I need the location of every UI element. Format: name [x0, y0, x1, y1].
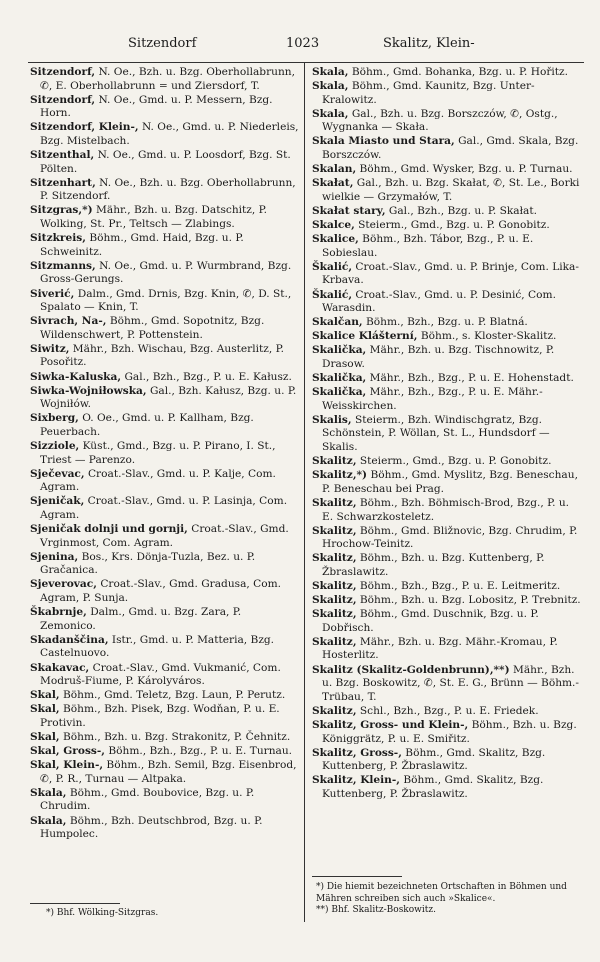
footnote-right-1: *) Die hiemit bezeichneten Ortschaften in Böhmen und Mähren schreiben sich auch »Skalice«. — [316, 882, 567, 904]
gazetteer-entry — [30, 578, 300, 605]
entry-headword: Skal, — [30, 731, 60, 743]
entry-description: Böhm., Gmd. Teletz, Bzg. Laun, P. Perutz. — [62, 689, 286, 702]
column-divider — [304, 62, 305, 922]
gazetteer-entry — [30, 495, 300, 522]
entry-description: Croat.-Slav., Gmd. u. P. Lasinja, Com. Agram. — [40, 495, 288, 521]
entry-headword: Sitzenhart, — [30, 176, 96, 189]
entry-description: Böhm., Bzh. Tábor, Bzg., P. u. E. Sobieslau. — [322, 233, 534, 259]
entry-description: Böhm., Gmd. Duschnik, Bzg. u. P. Dobřisch. — [322, 608, 539, 634]
entry-headword: Škabrnje, — [30, 606, 87, 619]
entry-description: Böhm., Gmd. Myslitz, Bzg. Beneschau, P. Beneschau bei Prag. — [322, 469, 578, 495]
entry-headword: Skalčan, — [312, 316, 363, 329]
entry-description: Steierm., Gmd., Bzg. u. P. Gonobitz. — [358, 219, 550, 232]
gazetteer-entry — [312, 719, 582, 746]
header-rule — [28, 62, 584, 63]
entry-description: Böhm., Bzh. u. Bzg. Kuttenberg, P. Žbraslawitz. — [322, 552, 545, 578]
entry-headword: Škalić, — [312, 288, 353, 301]
entry-description: Böhm., s. Kloster-Skalitz. — [420, 330, 557, 343]
entry-description: Böhm., Gmd. Skalitz, Bzg. Kuttenberg, P. Žbraslawitz. — [322, 774, 544, 800]
entry-description: Böhm., Bzh. u. Bzg. Königgrätz, P. u. E. Smiřitz. — [322, 718, 577, 745]
header-right-catchword: Skalitz, Klein- — [383, 36, 475, 51]
gazetteer-entry — [312, 386, 582, 413]
entry-headword: Siwka-Kaluska, — [30, 370, 122, 383]
gazetteer-entry — [312, 163, 582, 177]
entry-headword: Skalitz, — [312, 608, 357, 621]
footnote-left: *) Bhf. Wölking-Sitzgras. — [46, 908, 159, 918]
entry-description: Böhm., Bzh. Böhmisch-Brod, Bzg., P. u. E. Schwarzkosteletz. — [322, 496, 570, 523]
entry-headword: Sitzgras,*) — [30, 204, 93, 217]
entry-description: Böhm., Bzh. Pisek, Bzg. Wodňan, P. u. E. Protivin. — [40, 703, 280, 729]
entry-description: Böhm., Gmd. Sopotnitz, Bzg. Wildenschwert, P. Pottenstein. — [40, 315, 265, 341]
entry-description: Böhm., Gmd. Wysker, Bzg. u. P. Turnau. — [359, 163, 573, 176]
gazetteer-entry — [30, 523, 300, 550]
entry-headword: Skalička, — [312, 372, 367, 385]
footnote-rule-right — [312, 876, 402, 877]
entry-headword: Skalitz, — [312, 635, 357, 648]
entry-headword: Skala, — [30, 786, 67, 799]
entry-headword: Skalitz, Klein-, — [312, 774, 400, 787]
entry-headword: Skalička, — [312, 386, 367, 399]
entry-description: Mähr., Bzh., Bzg., P. u. E. Hohenstadt. — [369, 372, 574, 385]
entry-headword: Skalitz, — [312, 579, 357, 592]
header-left-catchword: Sitzendorf — [128, 36, 197, 51]
entry-description: Böhm., Gmd. Kaunitz, Bzg. Unter-Kralowitz. — [322, 80, 535, 106]
entry-description: Böhm., Gmd. Bližnovic, Bzg. Chrudim, P. Hrochow-Teinitz. — [322, 524, 578, 551]
gazetteer-entry — [312, 705, 582, 719]
entry-headword: Skalitz, — [312, 594, 357, 607]
entry-description: Croat.-Slav., Gmd. Vrginmost, Com. Agram. — [40, 523, 289, 549]
entry-description: Gal., Bzh. u. Bzg. Borszczów, ✆, Ostg., Wygnanka — Skała. — [322, 107, 558, 134]
entry-headword: Skalitz, Gross-, — [312, 746, 402, 759]
gazetteer-entry — [312, 455, 582, 469]
entry-headword: Sitzendorf, — [30, 93, 96, 106]
entry-headword: Skałat, — [312, 177, 354, 190]
entry-headword: Skalitz, — [312, 552, 357, 565]
entry-headword: Skal, — [30, 703, 60, 716]
entry-description: Schl., Bzh., Bzg., P. u. E. Friedek. — [359, 704, 539, 717]
entry-headword: Skałat stary, — [312, 204, 386, 217]
entry-description: O. Oe., Gmd. u. P. Kallham, Bzg. Peuerbach. — [40, 412, 254, 438]
entry-description: Mähr., Bzh. u. Bzg. Datschitz, P. Wolking, St. Pr., Teltsch — Zlabings. — [40, 204, 267, 231]
entry-description: Mähr., Bzh. Wischau, Bzg. Austerlitz, P. Posořitz. — [40, 342, 284, 369]
entry-headword: Sitzkreis, — [30, 232, 86, 245]
entry-description: Mähr., Bzh. u. Bzg. Mähr.-Kromau, P. Hosterlitz. — [322, 635, 558, 662]
gazetteer-entry — [312, 108, 582, 135]
entry-description: Gal., Bzh., Bzg. u. P. Skałat. — [388, 204, 537, 217]
entry-headword: Skala, — [312, 80, 349, 93]
gazetteer-entry — [312, 330, 582, 344]
gazetteer-entry — [30, 551, 300, 578]
gazetteer-entry — [30, 745, 300, 759]
entry-description: Böhm., Gmd. Haid, Bzg. u. P. Schweinitz. — [40, 232, 244, 258]
gazetteer-entry — [30, 662, 300, 689]
gazetteer-entry — [312, 552, 582, 579]
gazetteer-entry — [30, 759, 300, 786]
entry-description: Croat.-Slav., Gmd. u. P. Kalje, Com. Agram. — [40, 467, 276, 494]
gazetteer-entry — [30, 385, 300, 412]
gazetteer-entry — [30, 260, 300, 287]
gazetteer-entry — [312, 233, 582, 260]
page-header — [0, 36, 600, 56]
entry-description: Gal., Gmd. Skala, Bzg. Borszczów. — [322, 135, 579, 162]
entry-description: Böhm., Bzh. Deutschbrod, Bzg. u. P. Humpolec. — [40, 814, 263, 841]
entry-description: Böhm., Bzh. u. Bzg. Lobositz, P. Trebnitz. — [359, 594, 581, 607]
gazetteer-entry — [30, 412, 300, 439]
entry-description: N. Oe., Gmd. u. P. Wurmbrand, Bzg. Gross-Gerungs. — [40, 259, 292, 286]
entry-headword: Sitzendorf, Klein-, — [30, 121, 139, 134]
gazetteer-entry — [30, 121, 300, 148]
gazetteer-entry — [30, 343, 300, 370]
entry-headword: Skalička, — [312, 344, 367, 357]
footnote-right-2: **) Bhf. Skalitz-Boskowitz. — [316, 905, 436, 915]
gazetteer-entry — [312, 594, 582, 608]
entry-description: Böhm., Bzh. Semil, Bzg. Eisenbrod, ✆, P. R., Turnau — Altpaka. — [40, 759, 297, 785]
gazetteer-entry — [312, 177, 582, 204]
entry-headword: Sivrach, Na-, — [30, 315, 107, 328]
footnote-right-block — [316, 882, 588, 917]
gazetteer-entry — [312, 636, 582, 663]
entry-headword: Skalis, — [312, 413, 352, 426]
gazetteer-entry — [30, 440, 300, 467]
right-column — [312, 66, 582, 802]
gazetteer-entry — [30, 815, 300, 842]
entry-headword: Skala, — [30, 814, 67, 827]
entry-description: Croat.-Slav., Gmd. u. P. Desinić, Com. Warasdin. — [322, 288, 556, 315]
entry-description: Mähr., Bzh., Bzg., P. u. E. Mähr.-Weisskirchen. — [322, 386, 543, 412]
gazetteer-entry — [30, 149, 300, 176]
gazetteer-entry — [312, 135, 582, 162]
gazetteer-entry — [312, 580, 582, 594]
entry-description: Böhm., Bzh. u. Bzg. Strakonitz, P. Čehnitz. — [62, 731, 291, 743]
gazetteer-entry — [312, 289, 582, 316]
entry-headword: Skalitz, — [312, 704, 357, 717]
gazetteer-entry — [30, 731, 300, 745]
gazetteer-entry — [30, 371, 300, 385]
entry-headword: Sjenina, — [30, 550, 79, 563]
entry-headword: Sječevac, — [30, 467, 85, 480]
entry-description: Mähr., Bzh. u. Bzg. Tischnowitz, P. Drasow. — [322, 344, 555, 370]
entry-description: Böhm., Gmd. Boubovice, Bzg. u. P. Chrudim. — [40, 786, 255, 813]
entry-description: Gal., Bzh., Bzg., P. u. E. Kałusz. — [124, 370, 292, 383]
entry-headword: Sitzendorf, — [30, 66, 96, 78]
gazetteer-entry — [30, 204, 300, 231]
left-column — [30, 66, 300, 842]
gazetteer-entry — [312, 261, 582, 288]
entry-headword: Skalice, — [312, 233, 359, 246]
entry-headword: Sitzenthal, — [30, 149, 95, 162]
entry-headword: Skadanščina, — [30, 633, 109, 646]
entry-headword: Skalitz, Gross- und Klein-, — [312, 718, 469, 731]
gazetteer-entry — [312, 316, 582, 330]
gazetteer-entry — [312, 66, 582, 80]
entry-description: N. Oe., Gmd. u. P. Niederleis, Bzg. Mistelbach. — [40, 121, 299, 147]
entry-description: Böhm., Gmd. Bohanka, Bzg. u. P. Hořitz. — [351, 66, 568, 78]
entry-headword: Siwitz, — [30, 342, 70, 355]
entry-headword: Sjeničak dolnji und gornji, — [30, 523, 188, 536]
entry-headword: Skal, Klein-, — [30, 759, 104, 772]
entry-headword: Siverić, — [30, 287, 75, 300]
entry-headword: Skakavac, — [30, 661, 90, 674]
page-number: 1023 — [286, 36, 320, 51]
entry-description: Dalm., Gmd. u. Bzg. Zara, P. Zemonico. — [40, 606, 242, 632]
entry-headword: Sixberg, — [30, 412, 79, 425]
gazetteer-entry — [30, 606, 300, 633]
entry-description: Gal., Bzh. Kałusz, Bzg. u. P. Wojniłów. — [40, 384, 297, 411]
gazetteer-entry — [312, 205, 582, 219]
gazetteer-entry — [30, 787, 300, 814]
gazetteer-entry — [312, 497, 582, 524]
entry-description: Böhm., Gmd. Skalitz, Bzg. Kuttenberg, P. Žbraslawitz. — [322, 746, 546, 773]
entry-headword: Skalitz, — [312, 455, 357, 468]
entry-headword: Skala, — [312, 107, 349, 120]
gazetteer-entry — [312, 774, 582, 801]
gazetteer-entry — [30, 94, 300, 121]
entry-headword: Skalitz (Skalitz-Goldenbrunn),**) — [312, 663, 510, 676]
entry-description: N. Oe., Bzh. u. Bzg. Oberhollabrunn, ✆, E. Oberhollabrunn = und Ziersdorf, T. — [40, 66, 295, 92]
entry-headword: Skalitz, — [312, 524, 357, 537]
gazetteer-entry — [312, 469, 582, 496]
gazetteer-entry — [312, 344, 582, 371]
gazetteer-entry — [312, 219, 582, 233]
gazetteer-entry — [312, 80, 582, 107]
gazetteer-entry — [312, 608, 582, 635]
entry-headword: Sjeničak, — [30, 495, 85, 508]
gazetteer-entry — [312, 747, 582, 774]
entry-description: Croat.-Slav., Gmd. Gradusa, Com. Agram, P. Sunja. — [40, 578, 282, 605]
entry-description: N. Oe., Gmd. u. P. Messern, Bzg. Horn. — [40, 93, 273, 120]
entry-description: Küst., Gmd., Bzg. u. P. Pirano, I. St., Triest — Parenzo. — [40, 440, 276, 466]
entry-headword: Skalce, — [312, 219, 355, 232]
entry-description: Dalm., Gmd. Drnis, Bzg. Knin, ✆, D. St., Spalato — Knin, T. — [40, 287, 292, 314]
entry-headword: Skala Miasto und Stara, — [312, 135, 455, 148]
entry-headword: Sizziole, — [30, 440, 80, 453]
entry-headword: Skala, — [312, 66, 349, 78]
entry-headword: Skal, — [30, 689, 60, 702]
entry-description: Istr., Gmd. u. P. Matteria, Bzg. Castelnuovo. — [40, 633, 275, 660]
gazetteer-entry — [30, 703, 300, 730]
gazetteer-entry — [30, 232, 300, 259]
entry-description: Bos., Krs. Dönja-Tuzla, Bez. u. P. Gračanica. — [40, 550, 256, 577]
gazetteer-entry — [30, 689, 300, 703]
entry-description: N. Oe., Gmd. u. P. Loosdorf, Bzg. St. Pölten. — [40, 149, 291, 175]
gazetteer-entry — [312, 525, 582, 552]
gazetteer-entry — [30, 634, 300, 661]
entry-headword: Skalan, — [312, 163, 357, 176]
entry-description: Böhm., Bzh., Bzg., P. u. E. Leitmeritz. — [359, 579, 561, 592]
entry-headword: Siwka-Wojniłowska, — [30, 384, 147, 397]
entry-headword: Škalić, — [312, 260, 353, 273]
gazetteer-entry — [30, 315, 300, 342]
gazetteer-entry — [312, 414, 582, 455]
entry-headword: Skal, Gross-, — [30, 745, 105, 758]
entry-description: Mähr., Bzh. u. Bzg. Boskowitz, ✆, St. E. G., Brünn — Böhm.-Trübau, T. — [322, 663, 580, 703]
entry-headword: Sitzmanns, — [30, 259, 96, 272]
entry-description: Steierm., Bzh. Windischgratz, Bzg. Schönstein, P. Wöllan, St. L., Hundsdorf — Skalis. — [322, 413, 550, 454]
entry-description: N. Oe., Bzh. u. Bzg. Oberhollabrunn, P. Sitzendorf. — [40, 176, 296, 203]
gazetteer-entry — [30, 66, 300, 93]
gazetteer-entry — [30, 468, 300, 495]
gazetteer-entry — [30, 288, 300, 315]
entry-description: Böhm., Bzh., Bzg., P. u. E. Turnau. — [108, 745, 293, 758]
entry-description: Böhm., Bzh., Bzg. u. P. Blatná. — [365, 316, 528, 329]
footnote-rule-left — [30, 903, 120, 904]
entry-headword: Skalitz, — [312, 496, 357, 509]
entry-headword: Skalice Klášterní, — [312, 330, 418, 343]
entry-description: Gal., Bzh. u. Bzg. Skałat, ✆, St. Le., Borki wielkie — Grzymałów, T. — [322, 177, 580, 203]
entry-headword: Skalitz,*) — [312, 469, 368, 482]
gazetteer-entry — [312, 664, 582, 705]
entry-headword: Sjeverovac, — [30, 578, 97, 591]
gazetteer-entry — [312, 372, 582, 386]
entry-description: Croat.-Slav., Gmd. Vukmanić, Com. Modruš-Fiume, P. Károlyváros. — [40, 661, 281, 688]
entry-description: Croat.-Slav., Gmd. u. P. Brinje, Com. Lika-Krbava. — [322, 260, 579, 287]
entry-description: Steierm., Gmd., Bzg. u. P. Gonobitz. — [359, 455, 552, 468]
gazetteer-entry — [30, 177, 300, 204]
